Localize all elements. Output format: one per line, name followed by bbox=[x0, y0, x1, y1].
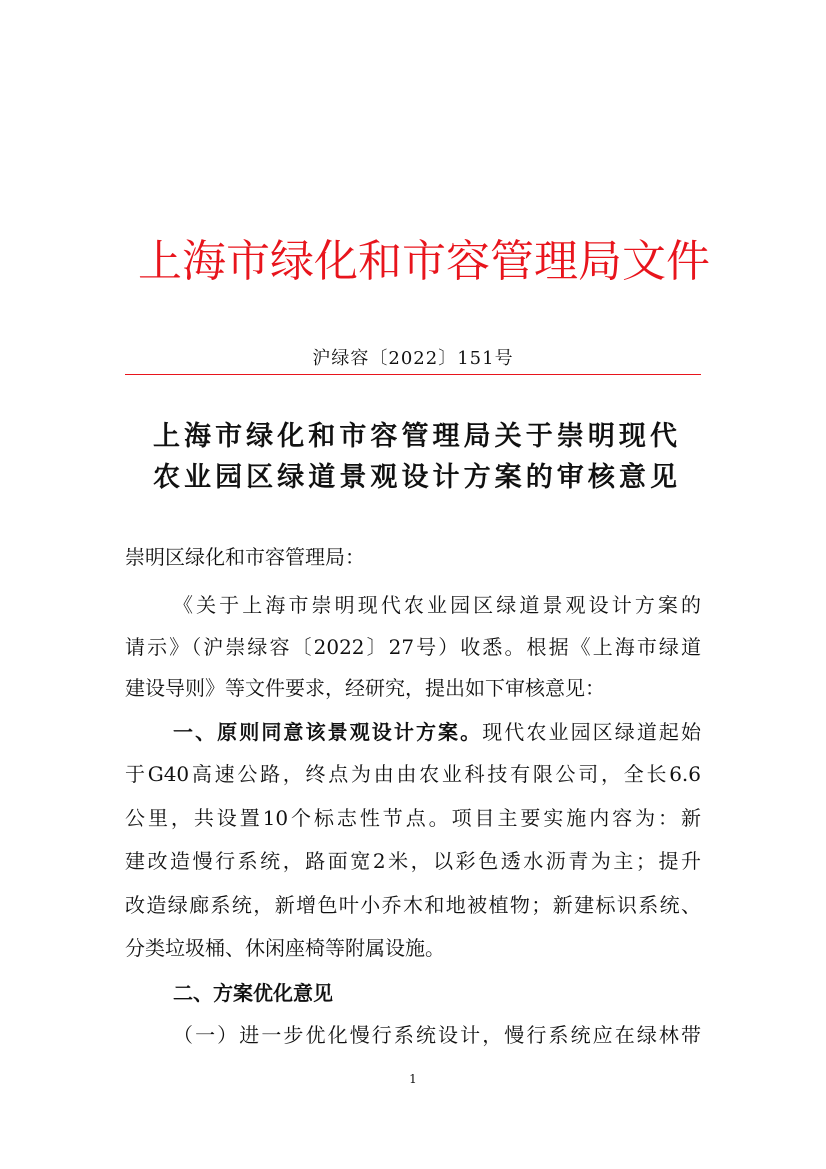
paragraph-line: 公里，共设置10个标志性节点。项目主要实施内容为：新 bbox=[125, 806, 701, 830]
section-1-first-line bbox=[125, 717, 701, 747]
paragraph-line: 请示》（沪崇绿容〔2022〕27号）收悉。根据《上海市绿道 bbox=[125, 635, 701, 659]
document-number: 沪绿容〔2022〕151号 bbox=[312, 348, 514, 369]
paragraph-line: 建设导则》等文件要求，经研究，提出如下审核意见： bbox=[125, 676, 605, 700]
paragraph-line: （一）进一步优化慢行系统设计，慢行系统应在绿林带 bbox=[173, 1023, 701, 1047]
section-2-heading bbox=[125, 978, 701, 1008]
paragraph-text: 现代农业园区绿道起始 bbox=[482, 720, 702, 744]
paragraph-line: 于G40高速公路，终点为由由农业科技有限公司，全长6.6 bbox=[125, 762, 701, 786]
section-1-heading: 一、原则同意该景观设计方案。 bbox=[173, 720, 483, 744]
document-title-line-2: 农业园区绿道景观设计方案的审核意见 bbox=[153, 462, 677, 493]
paragraph-line: 改造绿廊系统，新增色叶小乔木和地被植物；新建标识系统、 bbox=[125, 893, 701, 917]
paragraph-line: 分类垃圾桶、休闲座椅等附属设施。 bbox=[125, 936, 445, 960]
section-2-heading-text: 二、方案优化意见 bbox=[173, 981, 333, 1005]
paragraph-line: 《关于上海市崇明现代农业园区绿道景观设计方案的 bbox=[173, 593, 701, 617]
issuing-organization-title: 上海市绿化和市容管理局文件 bbox=[138, 236, 710, 287]
red-divider bbox=[125, 374, 701, 375]
addressee: 崇明区绿化和市容管理局： bbox=[125, 545, 365, 569]
paragraph-line: 建改造慢行系统，路面宽2米，以彩色透水沥青为主；提升 bbox=[125, 849, 701, 873]
page-number: 1 bbox=[409, 1072, 417, 1086]
document-title-line-1: 上海市绿化和市容管理局关于崇明现代 bbox=[153, 421, 677, 452]
